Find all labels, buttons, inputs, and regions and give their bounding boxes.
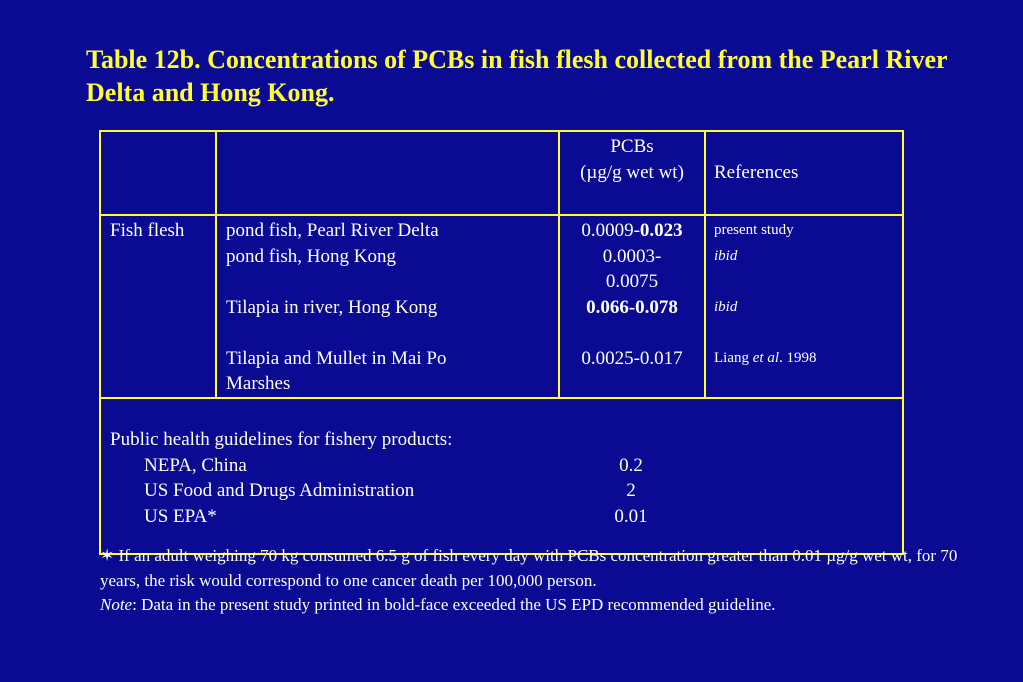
table-title: Table 12b. Concentrations of PCBs in fish flesh collected from the Pearl River Delta and Hong Kong. [86, 45, 948, 107]
category-label: Fish flesh [110, 220, 185, 241]
guideline-value-fda: 2 [626, 480, 636, 501]
sample-4-line2: Marshes [226, 373, 291, 394]
reference-4-italic: et al [752, 349, 779, 366]
table-header-row [100, 131, 903, 215]
header-cell-pcbs [559, 131, 705, 215]
guideline-label-nepa: NEPA, China [144, 454, 247, 476]
reference-2: ibid [714, 247, 738, 264]
footnote-note [100, 593, 980, 618]
header-cell-sample [216, 131, 559, 215]
header-pcbs-label: PCBs [610, 136, 654, 157]
sample-4-line1: Tilapia and Mullet in Mai Po [226, 347, 447, 369]
footnote [100, 544, 980, 618]
sample-1: pond fish, Pearl River Delta [226, 220, 439, 241]
note-label: Note [100, 595, 133, 614]
pcb-table [99, 130, 904, 555]
reference-4-prefix: Liang [714, 349, 753, 366]
sample-cell [216, 215, 559, 398]
value-4: 0.0025-0.017 [581, 347, 683, 369]
reference-1: present study [714, 222, 794, 238]
guidelines-row [100, 398, 903, 554]
value-2-line1: 0.0003- [602, 245, 662, 267]
guidelines-cell [100, 398, 903, 554]
guideline-value-nepa: 0.2 [619, 454, 643, 476]
header-cell-category [100, 131, 216, 215]
guideline-label-epa: US EPA* [144, 505, 217, 527]
sample-2: pond fish, Hong Kong [226, 245, 396, 267]
reference-4-suffix: . 1998 [779, 349, 817, 366]
fish-flesh-row [100, 215, 903, 398]
value-1-plain: 0.0009- [581, 220, 640, 241]
header-cell-references: References [705, 131, 903, 215]
sample-3: Tilapia in river, Hong Kong [226, 296, 438, 318]
value-1-bold: 0.023 [639, 220, 683, 241]
note-text: : Data in the present study printed in bold-face exceeded the US EPD recommended guideline. [132, 595, 776, 614]
category-cell [100, 215, 216, 398]
reference-cell [705, 215, 903, 398]
value-3: 0.066-0.078 [586, 296, 678, 318]
reference-3: ibid [714, 298, 738, 315]
guideline-value-epa: 0.01 [614, 505, 648, 527]
guidelines-heading: Public health guidelines for fishery products: [110, 428, 453, 450]
value-1 [560, 218, 704, 244]
reference-4 [706, 346, 902, 372]
header-pcbs-unit: (µg/g wet wt) [580, 161, 684, 183]
guideline-label-fda: US Food and Drugs Administration [144, 480, 415, 501]
footnote-star-text: ✶ If an adult weighing 70 kg consumed 6.5 g of fish every day with PCBs concentration greater than 0.01 µg/g wet wt, for 70 years, the risk would correspond to one cancer death per 100,000 person. [100, 546, 958, 590]
value-cell [559, 215, 705, 398]
value-2-line2: 0.0075 [605, 271, 659, 292]
